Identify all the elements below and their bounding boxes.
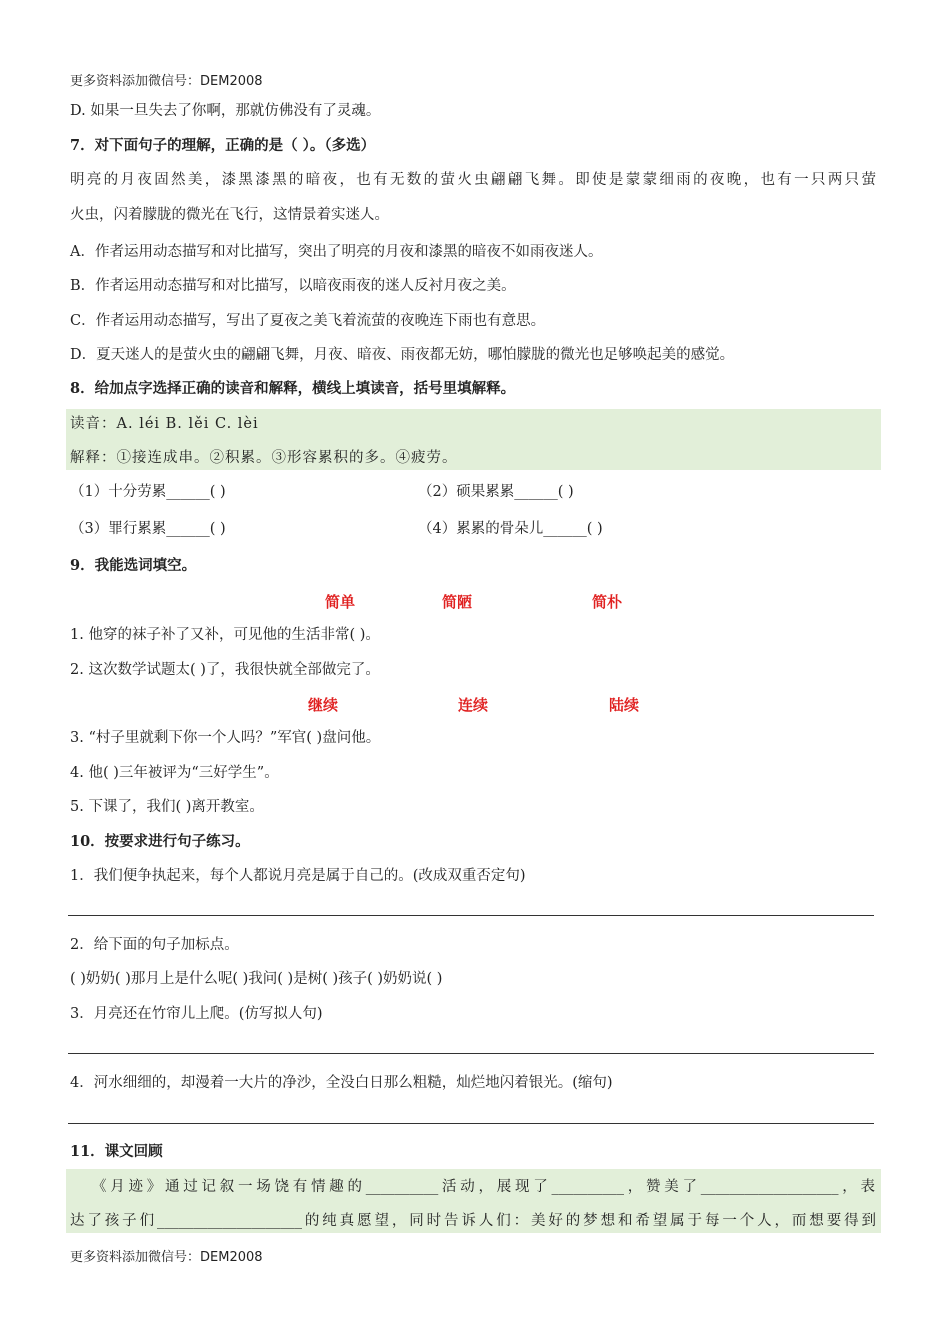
- q9-sentence-4: 4. 他( )三年被评为“三好学生”。: [70, 765, 279, 781]
- q7-option-c: C．作者运用动态描写，写出了夏夜之美飞着流萤的夜晚连下雨也有意思。: [70, 313, 546, 329]
- q10-sentence-2: 2．给下面的句子加标点。: [70, 937, 239, 953]
- q10-answer-line-3[interactable]: [68, 1053, 874, 1054]
- q11-line-2: 达了孩子们____________________的纯真愿望，同时告诉人们：美好的梦想和希望属于每一个人，而想要得到: [70, 1213, 876, 1229]
- q8-pinyin-options: 读音：A. léi B. lěi C. lèi: [70, 416, 259, 432]
- q9-title: 9．我能选词填空。: [70, 557, 197, 574]
- q9-word-1: 简单: [325, 593, 356, 611]
- q9-sentence-5: 5. 下课了，我们( )离开教室。: [70, 799, 264, 815]
- q10-punctuation-line: ( )奶奶( )那月上是什么呢( )我问( )是树( )孩子( )奶奶说( ): [70, 971, 443, 987]
- page-header: 更多资料添加微信号：DEM2008: [70, 74, 263, 89]
- q10-sentence-4: 4．河水细细的，却漫着一大片的净沙，全没白日那么粗糙，灿烂地闪着银光。(缩句): [70, 1075, 613, 1091]
- q10-answer-line-4[interactable]: [68, 1123, 874, 1124]
- q10-sentence-1: 1．我们便争执起来，每个人都说月亮是属于自己的。(改成双重否定句): [70, 868, 526, 884]
- q8-item-2: （2）硕果累累______( ): [418, 484, 574, 500]
- q10-title: 10．按要求进行句子练习。: [70, 833, 250, 850]
- q7-option-d: D．夏天迷人的是萤火虫的翩翩飞舞，月夜、暗夜、雨夜都无妨，哪怕朦胧的微光也足够唤起美的感觉。: [70, 347, 735, 363]
- q7-option-b: B．作者运用动态描写和对比描写，以暗夜雨夜的迷人反衬月夜之美。: [70, 278, 516, 294]
- q9-word-3: 简朴: [592, 593, 623, 611]
- q11-title: 11．课文回顾: [70, 1143, 163, 1160]
- q9-sentence-3: 3. “村子里就剩下你一个人吗？”军官( )盘问他。: [70, 730, 381, 746]
- q9-word-6: 陆续: [609, 696, 640, 714]
- q9-word-5: 连续: [458, 696, 489, 714]
- q11-line-1: 《月迹》通过记叙一场饶有情趣的__________活动，展现了__________，赞美了___________________，表: [92, 1179, 875, 1195]
- q8-item-3: （3）罪行累累______( ): [70, 521, 226, 537]
- q10-sentence-3: 3．月亮还在竹帘儿上爬。(仿写拟人句): [70, 1006, 323, 1022]
- q9-word-4: 继续: [308, 696, 339, 714]
- q10-answer-line-1[interactable]: [68, 915, 874, 916]
- q8-title: 8．给加点字选择正确的读音和解释，横线上填读音，括号里填解释。: [70, 380, 516, 397]
- page-footer: 更多资料添加微信号：DEM2008: [70, 1250, 263, 1265]
- q9-sentence-2: 2. 这次数学试题太( )了，我很快就全部做完了。: [70, 662, 380, 678]
- q7-option-a: A．作者运用动态描写和对比描写，突出了明亮的月夜和漆黑的暗夜不如雨夜迷人。: [70, 244, 603, 260]
- q7-passage-line1: 明亮的月夜固然美，漆黑漆黑的暗夜，也有无数的萤火虫翩翩飞舞。即使是蒙蒙细雨的夜晚，也有一只两只萤: [70, 172, 876, 188]
- q7-title: 7．对下面句子的理解，正确的是（ ）。（多选）: [70, 137, 376, 154]
- q7-passage-line2: 火虫，闪着朦胧的微光在飞行，这情景着实迷人。: [70, 207, 389, 223]
- q9-sentence-1: 1. 他穿的袜子补了又补，可见他的生活非常( )。: [70, 627, 380, 643]
- q6-option-d: D. 如果一旦失去了你啊，那就仿佛没有了灵魂。: [70, 103, 381, 119]
- q9-word-2: 简陋: [442, 593, 473, 611]
- q8-item-4: （4）累累的骨朵儿______( ): [418, 521, 603, 537]
- q8-meaning-options: 解释：①接连成串。②积累。③形容累积的多。④疲劳。: [70, 450, 458, 466]
- q8-item-1: （1）十分劳累______( ): [70, 484, 226, 500]
